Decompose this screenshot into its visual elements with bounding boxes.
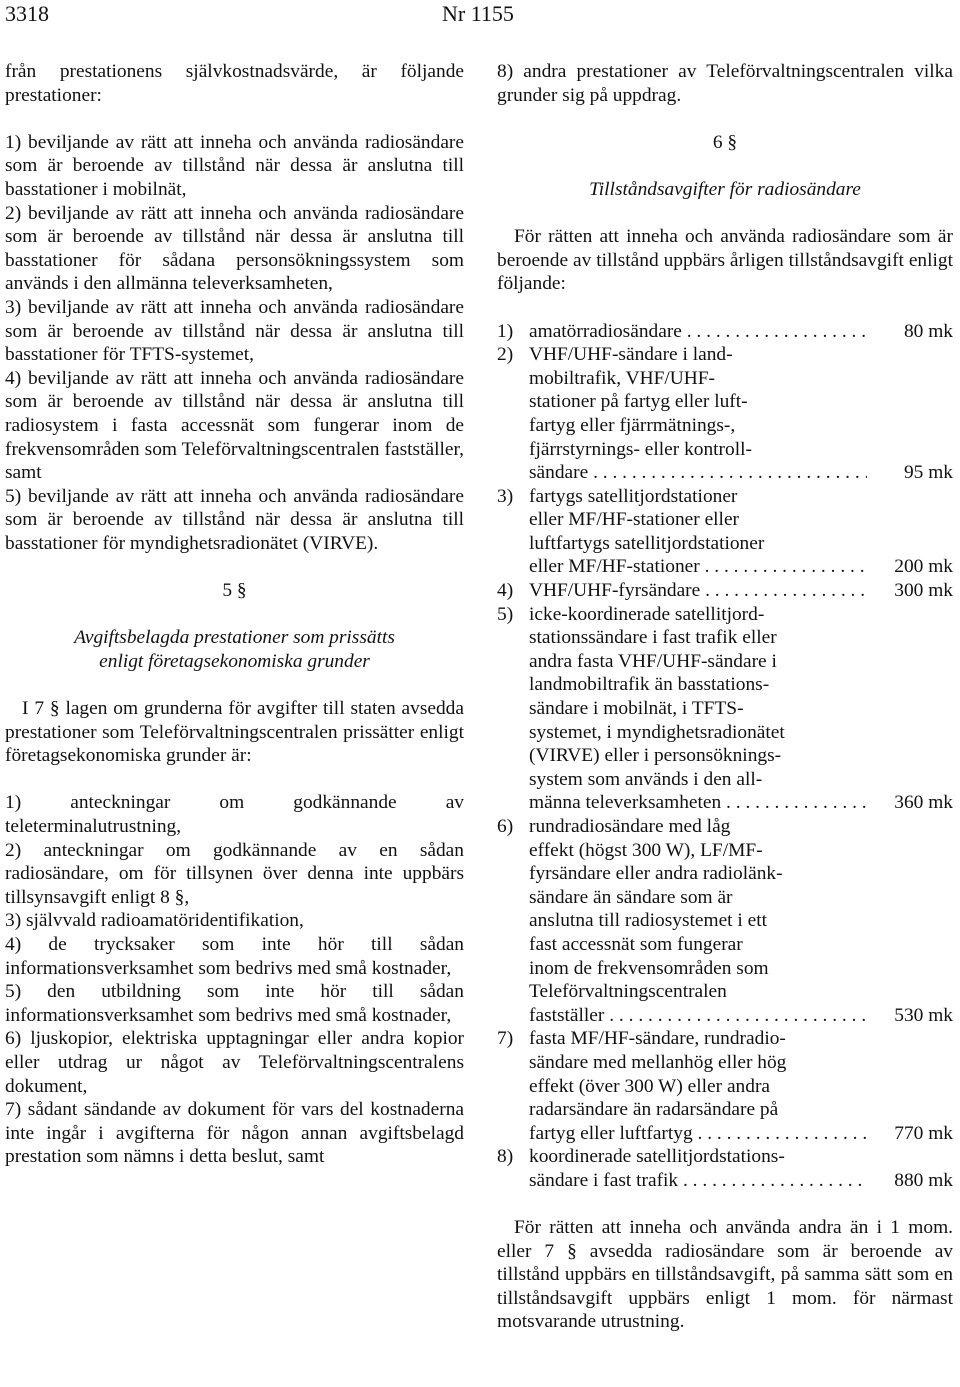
fee-description-line: stationssändare i fast trafik eller — [529, 627, 777, 649]
section-6-intro: För rätten att inneha och använda radiosändare som är beroende av tillstånd uppbärs årligen tillståndsavgift enligt följande: — [497, 226, 953, 295]
spacer — [5, 673, 464, 697]
fee-row — [497, 1027, 953, 1145]
fee-number: 2) — [497, 344, 514, 366]
section-5-intro: I 7 § lagen om grunderna för avgifter till staten avsedda prestationer som Teleförvaltningscentralen prissätter enligt företagsekonomiska grunder är: — [5, 698, 464, 767]
fee-description-line: systemet, i myndighetsradionätet — [529, 721, 785, 743]
fee-description-line: inom de frekvensområden som — [529, 957, 769, 979]
fee-description-line: fartygs satellitjordstationer — [529, 485, 738, 507]
fee-description — [529, 343, 867, 485]
fee-description-last-line: männa televerksamheten . . . — [529, 791, 867, 815]
fee-description-line: sändare med mellanhög eller hög — [529, 1051, 787, 1073]
list-item: 8) andra prestationer av Teleförvaltningscentralen vilka grunder sig på uppdrag. — [497, 61, 953, 106]
intro-paragraph: från prestationens självkostnadsvärde, är följande prestationer: — [5, 61, 464, 106]
left-column — [5, 60, 464, 1169]
fee-number: 5) — [497, 603, 514, 625]
spacer — [5, 107, 464, 131]
list-item: 6) ljuskopior, elektriska upptagningar eller andra kopior eller utdrag ur något av Teleförvaltningscentralens dokument, — [5, 1028, 464, 1097]
fee-amount: 880 mk — [894, 1169, 953, 1191]
fee-description-line: (VIRVE) eller i personsöknings- — [529, 745, 782, 767]
fee-amount: 300 mk — [894, 580, 953, 602]
section-5-title-cont: enligt företagsekonomiska grunder — [99, 650, 370, 672]
page-number: 3318 — [5, 1, 49, 26]
fee-row — [497, 1145, 953, 1192]
spacer — [5, 555, 464, 579]
list-item: 4) de trycksaker som inte hör till sådan informationsverksamhet som bedrivs med små kostnader, — [5, 933, 464, 979]
fee-description-line: landmobiltrafik än basstations- — [529, 674, 770, 696]
spacer — [497, 107, 953, 131]
fee-row — [497, 343, 953, 485]
fee-description-last-line: sändare . . . — [529, 461, 867, 485]
spacer — [497, 1193, 953, 1217]
fee-description — [529, 603, 867, 815]
issue-number: Nr 1155 — [442, 1, 514, 26]
fee-description-last-line: fastställer . . . — [529, 1004, 867, 1028]
fee-number: 7) — [497, 1028, 514, 1050]
fee-number: 3) — [497, 485, 514, 507]
closing-paragraph: För rätten att inneha och använda andra än i 1 mom. eller 7 § avsedda radiosändare som är beroende av tillstånd uppbärs en tillståndsavgift, på samma sätt som en tillståndsavgift uppbärs enligt 1 mom. för närmast motsvarande utrustning. — [497, 1217, 953, 1333]
fee-amount: 80 mk — [903, 320, 953, 342]
fee-description — [529, 1027, 867, 1145]
fee-description-line: fasta MF/HF-sändare, rundradio- — [529, 1028, 786, 1050]
list-item: 5) den utbildning som inte hör till sådan informationsverksamhet som bedrivs med små kostnader, — [5, 981, 464, 1026]
fee-description-line: effekt (över 300 W) eller andra — [529, 1075, 771, 1097]
spacer — [5, 603, 464, 627]
fee-description-line: eller MF/HF-stationer eller — [529, 509, 740, 531]
fee-description — [529, 320, 867, 344]
fee-description — [529, 815, 867, 1027]
fee-amount: 360 mk — [894, 792, 953, 814]
list-item: 1) beviljande av rätt att inneha och använda radiosändare som är beroende av tillstånd när dessa är anslutna till basstationer i mobilnät, — [5, 131, 464, 200]
fee-description-line: VHF/UHF-sändare i land- — [529, 344, 733, 366]
list-item: 2) beviljande av rätt att inneha och använda radiosändare som är beroende av tillstånd när dessa är anslutna till basstationer för sådana personsökningssystem som används i den allmänna televerksamheten, — [5, 202, 464, 295]
fee-description-line: luftfartygs satellitjordstationer — [529, 532, 765, 554]
fee-row — [497, 320, 953, 344]
list-item: 7) sådant sändande av dokument för vars del kostnaderna inte ingår i avgifterna för någon annan avgiftsbelagd prestation som nämns i detta beslut, samt — [5, 1099, 464, 1168]
fee-description-line: icke-koordinerade satellitjord- — [529, 603, 765, 625]
fee-number: 4) — [497, 580, 514, 602]
fee-description-last-line: fartyg eller luftfartyg . . . — [529, 1122, 867, 1146]
fee-description-line: sändare i mobilnät, i TFTS- — [529, 698, 744, 720]
right-column — [497, 60, 953, 1334]
fee-row — [497, 815, 953, 1027]
fee-description-line: sändare än sändare som är — [529, 886, 733, 908]
section-5-number: 5 § — [222, 580, 247, 602]
section-6-number: 6 § — [712, 131, 738, 153]
fee-description-last-line: VHF/UHF-fyrsändare . . . — [529, 579, 867, 603]
fee-row — [497, 603, 953, 815]
fee-description — [529, 1145, 867, 1192]
fee-description-line: Teleförvaltningscentralen — [529, 981, 727, 1003]
fee-description-line: effekt (högst 300 W), LF/MF- — [529, 839, 763, 861]
fee-amount: 95 mk — [903, 462, 953, 484]
list-item: 5) beviljande av rätt att inneha och använda radiosändare som är beroende av tillstånd när dessa är anslutna till basstationer för myndighetsradionätet (VIRVE). — [5, 485, 464, 554]
fee-description-last-line: amatörradiosändare . . . — [529, 320, 867, 344]
list-item: 4) beviljande av rätt att inneha och använda radiosändare som är beroende av tillstånd när dessa är anslutna till radiosystem i fasta accessnät som fungerar inom de frekvensområden som Teleförvaltningscentralen fastställer, samt — [5, 367, 464, 484]
fee-description-line: anslutna till radiosystemet i ett — [529, 910, 768, 932]
list-item: 2) anteckningar om godkännande av en sådan radiosändare, om för tillsynen över denna inte uppbärs tillsynsavgift enligt 8 §, — [5, 839, 464, 908]
fee-description-line: fyrsändare eller andra radiolänk- — [529, 863, 783, 885]
fee-description-line: system som används i den all- — [529, 768, 763, 790]
fee-description-line: koordinerade satellitjordstations- — [529, 1146, 785, 1168]
list-item: 1) anteckningar om godkännande av teleterminalutrustning, — [5, 792, 464, 837]
fee-description — [529, 485, 867, 579]
section-6-title: Tillståndsavgifter för radiosändare — [589, 178, 861, 200]
fee-amount: 530 mk — [894, 1004, 953, 1026]
section-5-title: Avgiftsbelagda prestationer som prissätts — [74, 627, 395, 649]
fee-row — [497, 579, 953, 603]
spacer — [5, 768, 464, 792]
spacer — [497, 154, 953, 178]
fee-description-line: andra fasta VHF/UHF-sändare i — [529, 650, 777, 672]
fee-number: 8) — [497, 1146, 514, 1168]
spacer — [497, 202, 953, 226]
fee-description-line: fjärrstyrnings- eller kontroll- — [529, 438, 752, 460]
fee-description-line: fartyg eller fjärrmätnings-, — [529, 414, 736, 436]
fee-number: 1) — [497, 320, 514, 342]
fee-amount: 200 mk — [894, 556, 953, 578]
fee-description-line: fast accessnät som fungerar — [529, 933, 743, 955]
fee-description-last-line: sändare i fast trafik . . . — [529, 1169, 867, 1193]
list-item: 3) självvald radioamatöridentifikation, — [5, 910, 304, 932]
fee-description-line: stationer på fartyg eller luft- — [529, 391, 748, 413]
fee-row — [497, 485, 953, 579]
fee-description-last-line: eller MF/HF-stationer . . . — [529, 555, 867, 579]
fee-list — [497, 320, 953, 1193]
fee-description-line: radarsändare än radarsändare på — [529, 1099, 779, 1121]
fee-description — [529, 579, 867, 603]
fee-description-line: rundradiosändare med låg — [529, 816, 731, 837]
spacer — [497, 296, 953, 320]
list-item: 3) beviljande av rätt att inneha och använda radiosändare som är beroende av tillstånd när dessa är anslutna till basstationer för TFTS-systemet, — [5, 296, 464, 366]
fee-amount: 770 mk — [894, 1122, 953, 1144]
fee-number: 6) — [497, 816, 514, 837]
fee-description-line: mobiltrafik, VHF/UHF- — [529, 367, 716, 389]
